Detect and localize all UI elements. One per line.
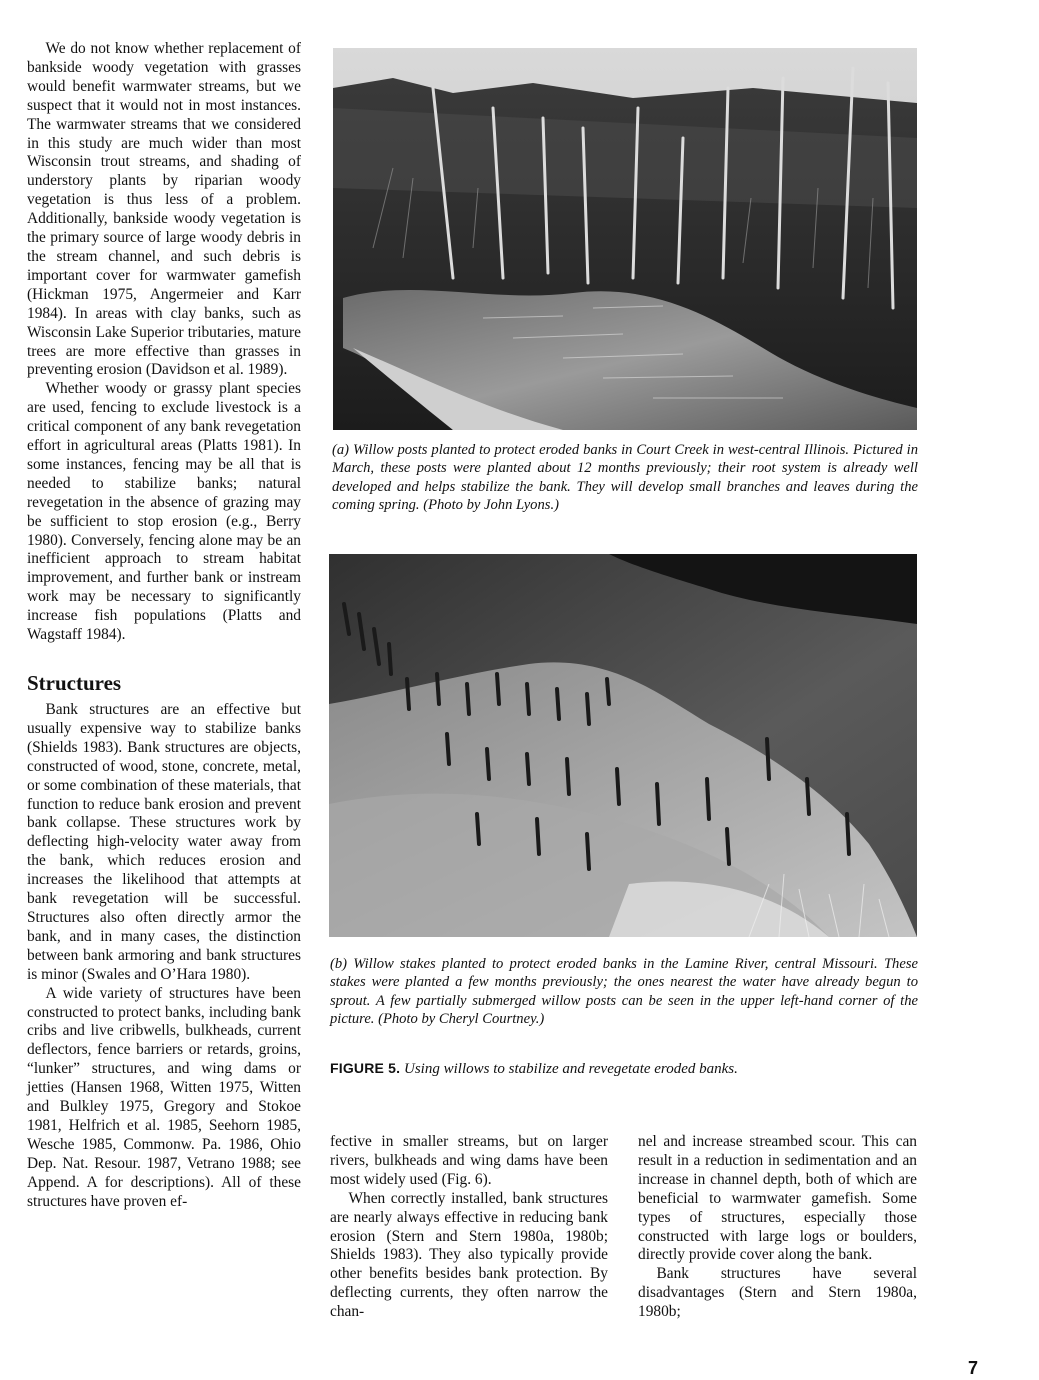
section-heading-structures: Structures	[27, 671, 122, 695]
figure-label: FIGURE 5.	[330, 1060, 401, 1076]
paragraph-continued-channel: nel and increase streambed scour. This can result in a reduction in sedimentation and an increase in channel depth, both of which are beneficial to warmwater gamefish. Some types of structures, especially those constructed with large logs or boulders, directly provide cover along the bank.	[638, 1133, 917, 1264]
page-number: 7	[968, 1358, 979, 1378]
paragraph-bank-structures: Bank structures are an effective but usually expensive way to stabilize banks (Shields 1983). Bank structures are objects, constructed of wood, stone, concrete, metal, or some combination of these materials, that function to reduce bank erosion and prevent bank collapse. These structures work by deflecting high-velocity water away from the bank, which reduces erosion and increases the likelihood that attempts at bank revegetation will be successful. Structures also often directly armor the bank, and in many cases, the distinction between bank armoring and bank structures is minor (Swales and O’Hara 1980).	[27, 701, 301, 983]
photo-willow-posts-court-creek	[333, 48, 917, 430]
paragraph-disadvantages: Bank structures have several disadvantages (Stern and Stern 1980a, 1980b;	[638, 1265, 917, 1321]
paragraph-structure-types: A wide variety of structures have been constructed to protect banks, including bank cribs and live cribwells, bulkheads, current deflectors, fence barriers or retards, groins, “lunker” structures, and wing dams or jetties (Hansen 1968, Witten 1975, Witten and Bulkley 1975, Gregory and Stokoe 1981, Helfrich et al. 1985, Seehorn 1985, Wesche 1985, Commonw. Pa. 1986, Ohio Dep. Nat. Resour. 1987, Vetrano 1988; see Append. A for descriptions). All of these structures have proven ef-	[27, 984, 301, 1210]
figure-title	[330, 1059, 930, 1078]
photo-willow-stakes-lamine-river	[329, 554, 917, 937]
paragraph-correctly-installed: When correctly installed, bank structures are nearly always effective in reducing bank erosion (Stern and Stern 1980a, 1980b; Shields 1983). They also typically provide other benefits besides bank protection. By deflecting currents, they often narrow the chan-	[330, 1189, 608, 1321]
left-text-column	[27, 40, 301, 1211]
figure-caption-b: (b) Willow stakes planted to protect eroded banks in the Lamine River, central Missouri. These stakes were planted a few months previously; the ones nearest the water have already begun to sprout. A few partially submerged willow posts can be seen in the upper left-hand corner of the picture. (Photo by Cheryl Courtney.)	[330, 956, 918, 1028]
figure-title-text: Using willows to stabilize and revegetate eroded banks.	[404, 1061, 738, 1077]
figure-caption-a: (a) Willow posts planted to protect eroded banks in Court Creek in west-central Illinois. Pictured in March, these posts were planted about 12 months previously; their root system is already well developed and helps stabilize the bank. They will develop small branches and leaves during the coming spring. (Photo by John Lyons.)	[332, 442, 918, 514]
paragraph-continued-effective: fective in smaller streams, but on larger rivers, bulkheads and wing dams have been most widely used (Fig. 6).	[330, 1133, 608, 1188]
bottom-right-column	[638, 1133, 917, 1322]
paragraph-woody-vegetation: We do not know whether replacement of bankside woody vegetation with grasses would benefit warmwater streams, but we suspect that it would not in most instances. The warmwater streams that we considered in this study are much wider than most Wisconsin trout streams, and shading of understory plants by riparian woody vegetation is thus less of a problem. Additionally, bankside woody vegetation is the primary source of large woody debris in the stream channel, and such debris is important cover for warmwater gamefish (Hickman 1975, Angermeier and Karr 1984). In areas with clay banks, such as Wisconsin Lake Superior tributaries, mature trees are more effective than grasses in preventing erosion (Davidson et al. 1989).	[27, 40, 301, 379]
bottom-middle-column	[330, 1133, 608, 1322]
paragraph-fencing: Whether woody or grassy plant species are used, fencing to exclude livestock is a critical component of any bank revegetation effort in agricultural areas (Platts 1981). In some instances, fencing may be all that is needed to stabilize banks; natural revegetation in the absence of grazing may be sufficient to stop erosion (e.g., Berry 1980). Conversely, fencing alone may be an inefficient approach to stream habitat improvement, and further bank or instream work may be necessary to significantly increase fish populations (Platts and Wagstaff 1984).	[27, 380, 301, 644]
